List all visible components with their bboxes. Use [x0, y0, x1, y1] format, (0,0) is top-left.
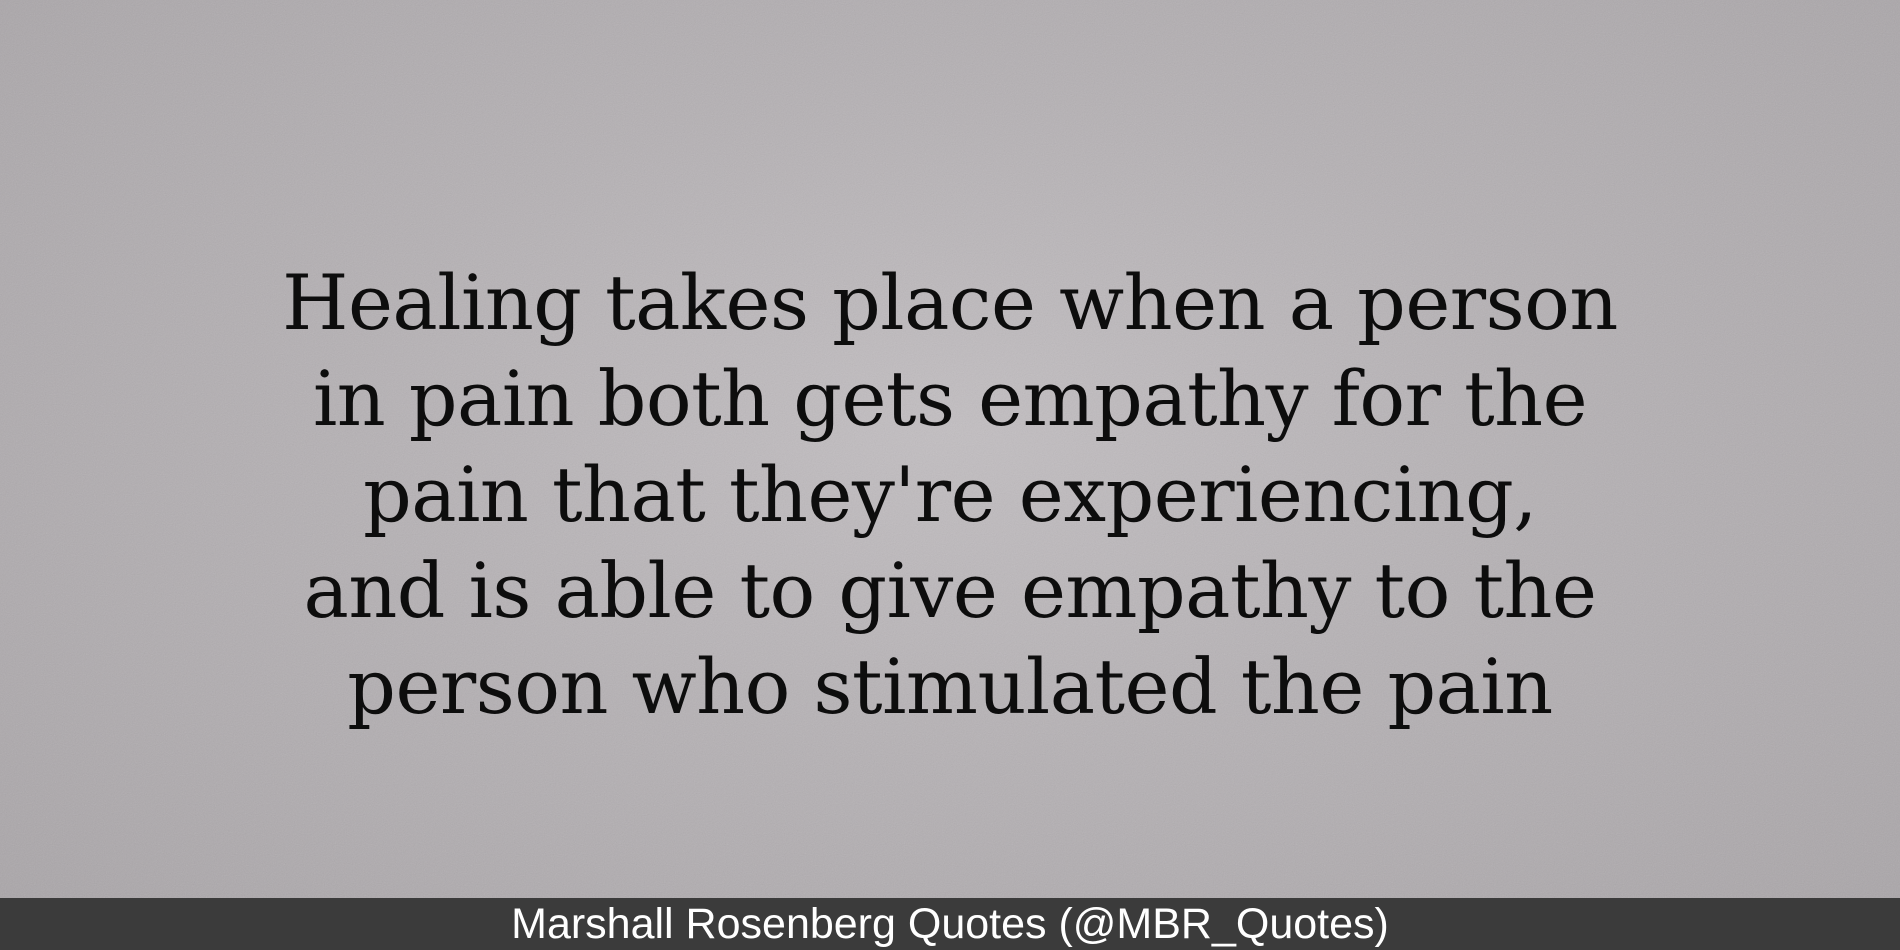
quote-line: in pain both gets empathy for the [312, 354, 1588, 443]
quote-text [282, 255, 1618, 735]
quote-line: person who stimulated the pain [347, 642, 1553, 731]
quote-container [250, 255, 1650, 735]
quote-line: Healing takes place when a person [282, 258, 1618, 347]
footer-bar [0, 898, 1900, 950]
quote-line: and is able to give empathy to the [303, 546, 1597, 635]
attribution-text: Marshall Rosenberg Quotes (@MBR_Quotes) [511, 900, 1389, 948]
quote-line: pain that they're experiencing, [363, 450, 1537, 539]
